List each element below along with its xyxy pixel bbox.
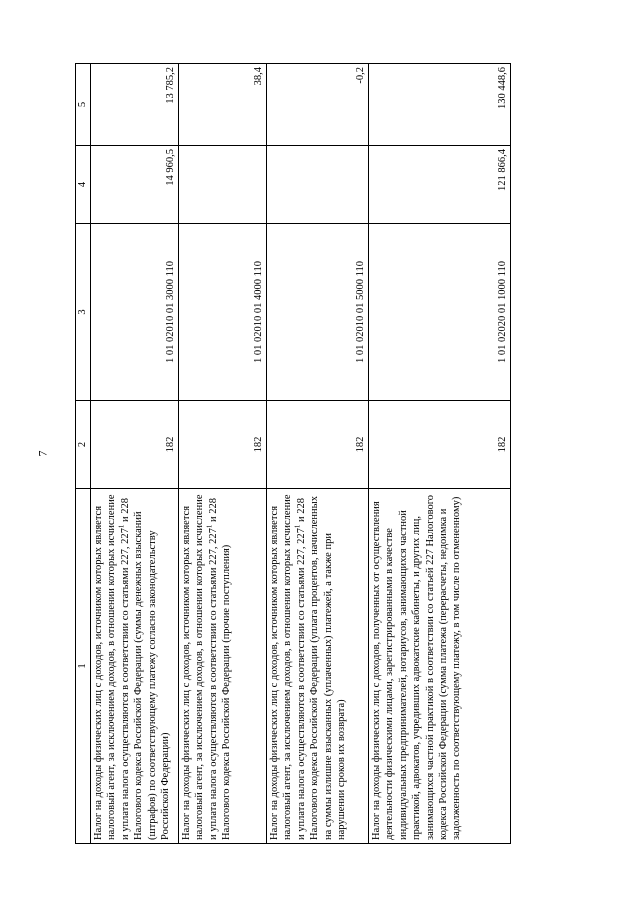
- table-row: [91, 64, 179, 844]
- value-col-5: 13 785,2: [91, 64, 179, 146]
- admin-code: 182: [179, 401, 267, 489]
- value-col-5: -0,2: [267, 64, 369, 146]
- superscript: 1: [205, 524, 214, 529]
- row-description: [267, 489, 369, 844]
- superscript: 1: [117, 524, 126, 529]
- value-col-4: [179, 146, 267, 224]
- rotated-page-content: [75, 64, 541, 844]
- value-col-4: 14 960,5: [91, 146, 179, 224]
- header-row: [76, 64, 91, 844]
- row-description: [179, 489, 267, 844]
- table-row: [179, 64, 267, 844]
- value-col-4: [267, 146, 369, 224]
- header-col-3: 3: [76, 224, 91, 401]
- value-col-4: 121 866,4: [369, 146, 511, 224]
- description-text: Налог на доходы физических лиц с доходов, источником которых является налоговый агент, за исключением доходов, в отношении которых исчисление и уплата налога осуществляются в соответствии со статьями 227, 227: [181, 494, 219, 840]
- superscript: 1: [293, 524, 302, 529]
- table-row: [369, 64, 511, 844]
- budget-code: 1 01 02010 01 3000 110: [91, 224, 179, 401]
- description-text: и 228 Налогового кодекса Российской Федерации (прочие поступления): [207, 498, 233, 840]
- row-description: [91, 489, 179, 844]
- admin-code: 182: [369, 401, 511, 489]
- budget-code: 1 01 02010 01 4000 110: [179, 224, 267, 401]
- page-number: 7: [35, 450, 50, 457]
- description-text: Налог на доходы физических лиц с доходов, источником которых является налоговый агент, за исключением доходов, в отношении которых исчисление и уплата налога осуществляются в соответствии со статьями 227, 227: [93, 494, 131, 840]
- value-col-5: 38,4: [179, 64, 267, 146]
- description-text: Налог на доходы физических лиц с доходов, полученных от осуществления деятельности физическими лицами, зарегистрированными в качестве индивидуальных предпринимателей, нотариусов, занимающихся частной практикой, адвокатов, учредивших адвокатские кабинеты, и других лиц, занимающихся частной практикой в соответствии со статьей 227 Налогового кодекса Российской Федерации (сумма платежа (перерасчеты, недоимка и задолженность по соответствующему платежу, в том числе по отмененному): [371, 494, 463, 840]
- budget-code: 1 01 02010 01 5000 110: [267, 224, 369, 401]
- table-row: [267, 64, 369, 844]
- header-col-2: 2: [76, 401, 91, 489]
- description-text: и 228 Налогового кодекса Российской Федерации (суммы денежных взысканий (штрафов) по соответствующему платежу согласно законодательству Российской Федерации): [119, 498, 172, 840]
- header-col-4: 4: [76, 146, 91, 224]
- row-description: [369, 489, 511, 844]
- description-text: и 228 Налогового кодекса Российской Федерации (уплата процентов, начисленных на суммы излишне взысканных (уплаченных) платежей, а также при нарушении сроков их возврата): [295, 496, 348, 840]
- revenue-table: [75, 63, 511, 844]
- admin-code: 182: [91, 401, 179, 489]
- budget-code: 1 01 02020 01 1000 110: [369, 224, 511, 401]
- header-col-1: 1: [76, 489, 91, 844]
- description-text: Налог на доходы физических лиц с доходов, источником которых является налоговый агент, за исключением доходов, в отношении которых исчисление и уплата налога осуществляются в соответствии со статьями 227, 227: [269, 494, 307, 840]
- header-col-5: 5: [76, 64, 91, 146]
- admin-code: 182: [267, 401, 369, 489]
- value-col-5: 130 448,6: [369, 64, 511, 146]
